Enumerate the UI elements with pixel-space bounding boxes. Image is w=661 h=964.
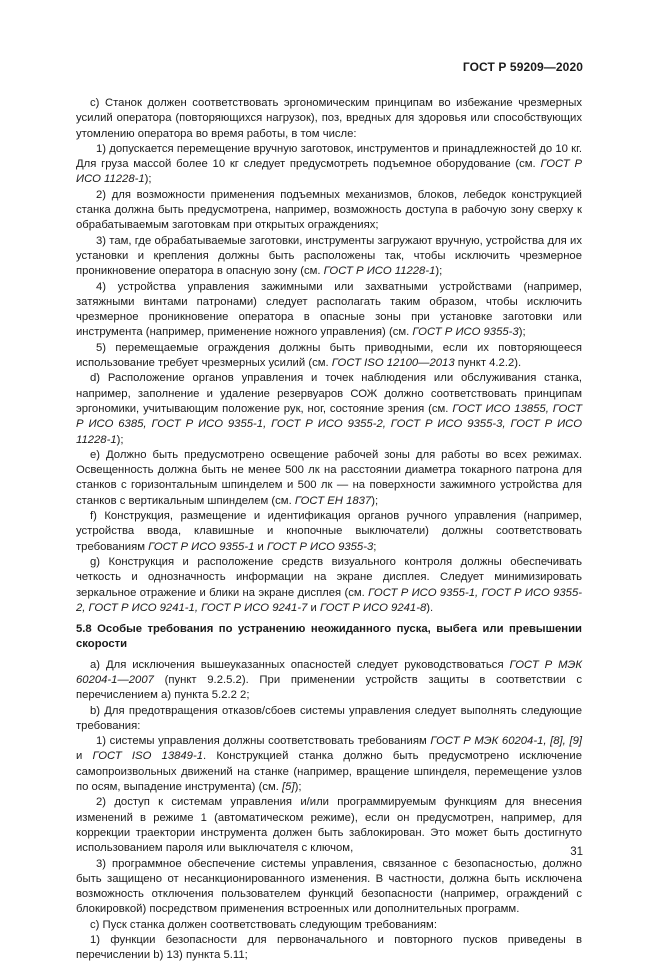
page-number: 31	[570, 846, 583, 858]
text-run: d) Расположение органов управления и точек наблюдения или обслуживания станка, например, заполнение и удаление резервуаров СОЖ должно соответствовать принципам эргономики, учитывающим положение рук, ног, состояние зрения (см.	[76, 372, 582, 415]
reference: ГОСТ Р ИСО 9355-3	[266, 540, 374, 553]
text-run: е) Должно быть предусмотрено освещение рабочей зоны для работы во всех режимах. Освещенность должна быть не менее 500 лк на расстоянии диаметра токарного патрона для станков с горизонтальным шпинделем и 500 лк — на поверхности зажимного устройства для станков с вертикальным шпинделем (см.	[76, 448, 582, 507]
paragraph	[76, 371, 582, 447]
page-body	[76, 96, 582, 964]
reference: ГОСТ ИСО 13855, ГОСТ Р ИСО 6385, ГОСТ Р ИСО 9355-1, ГОСТ Р ИСО 9355-2, ГОСТ Р ИСО 9355-3, ГОСТ Р ИСО 11228-1	[76, 402, 582, 446]
text-run: );	[294, 781, 302, 794]
paragraph	[76, 857, 582, 918]
paragraph	[76, 555, 582, 616]
text-run: и	[307, 601, 320, 614]
text-run: 5) перемещаемые ограждения должны быть приводными, если их повторяющееся использование требует чрезмерных усилий (см.	[76, 341, 582, 370]
text-run: ;	[373, 540, 377, 553]
text-run: а) Для исключения вышеуказанных опасностей следует руководствоваться	[90, 658, 510, 671]
text-run: и	[254, 540, 267, 553]
reference: ГОСТ ЕН 1837	[294, 494, 372, 507]
text-run: 5.8 Особые требования по устранению неожиданного пуска, выбега или превышении скорости	[76, 623, 582, 651]
paragraph	[76, 234, 582, 280]
paragraph	[76, 918, 582, 933]
text-run: пункт 4.2.2).	[454, 357, 522, 370]
text-run: 3) там, где обрабатываемые заготовки, инструменты загружают вручную, устройства для их установки и крепления должны быть расположены так, чтобы исключить чрезмерное проникновение оператора в опасную зону (см.	[76, 234, 582, 278]
text-run: g) Конструкция и расположение средств визуального контроля должны обеспечивать четкость и однозначность информации на экране дисплея. Следует минимизировать зеркальное отражение и блики на экране дисплея (см.	[76, 555, 582, 599]
paragraph	[76, 341, 582, 372]
text-run: Станок должен соответствовать эргономическим принципам во избежание чрезмерных усилий оператора (повторяющихся нагрузок), поз, вредных для здоровья или способствующих утомлению оператора во время работы, в том числе:	[76, 97, 582, 140]
paragraph	[76, 795, 582, 856]
paragraph	[76, 734, 582, 795]
text-run: (пункт 9.2.5.2). При применении устройств защиты в соответствии с перечислением а) пункта 5.2.2 2;	[76, 673, 582, 702]
text-run: 2) для возможности применения подъемных механизмов, блоков, лебедок конструкцией станка должна быть предусмотрена, например, возможность доступа в рабочую зону сверху к обрабатываемым заготовкам при открытых ограждениях;	[76, 188, 582, 232]
text-run: ).	[426, 601, 434, 614]
text-run: 1) допускается перемещение вручную заготовок, инструментов и принадлежностей до 10 кг. Для груза массой более 10 кг следует предусмотреть подъемное оборудование (см.	[76, 142, 582, 171]
text-run: );	[371, 494, 379, 507]
text-run: );	[518, 326, 526, 339]
text-run: f) Конструкция, размещение и идентификация органов ручного управления (например, устройства ввода, клавишные и кнопочные выключатели) должны соответствовать требованиям	[76, 510, 582, 553]
reference: ГОСТ ISO 13849-1	[92, 750, 204, 763]
text-run: 4) устройства управления зажимными или захватными устройствами (например, затяжными винтами патронами) следует располагать таким образом, чтобы исключить чрезмерное проникновение оператора в опасные зоны при установке заготовки или инструмента (например, применение ножного управления) (см.	[76, 280, 582, 339]
paragraph	[76, 448, 582, 509]
reference: ГОСТ ISO 12100—2013	[331, 357, 455, 370]
text-run: b) Для предотвращения отказов/сбоев системы управления следует выполнять следующие требования:	[76, 704, 582, 732]
reference: [5]	[282, 781, 295, 794]
text-run: 1) функции безопасности для первоначального и повторного пусков приведены в перечислении b) 13) пункта 5.11;	[76, 934, 582, 962]
text-run: . Конструкцией станка должно быть предусмотрено исключение самопроизвольных движений на станке (например, вращение шпинделя, перемещение узлов по осям, выпадение инструмента) (см.	[76, 750, 582, 794]
paragraph	[76, 704, 582, 735]
text-run: );	[144, 173, 152, 186]
reference: ГОСТ Р ИСО 9241-8	[319, 601, 427, 614]
reference: ГОСТ Р ИСО 11228-1	[323, 265, 436, 278]
text-run: 3) программное обеспечение системы управления, связанное с безопасностью, должно быть защищено от несанкционированного изменения. В частности, должна быть исключена возможность отключения пользователем функций безопасности (например, ограждений с блокировкой) посредством применения встроенных или дополнительных программ.	[76, 857, 582, 916]
reference: ГОСТ Р ИСО 9355-1, ГОСТ Р ИСО 9355-2, ГОСТ Р ИСО 9241-1, ГОСТ Р ИСО 9241-7	[76, 586, 582, 614]
list-marker: c)	[90, 97, 105, 109]
text-run: 2) доступ к системам управления и/или программируемым функциям для внесения изменений в режиме 1 (автоматическом режиме), если он предусмотрен, например, для коррекции траектории инструмента должен быть заблокирован. Это может быть достигнуто использованием пароля или выключателя с ключом,	[76, 796, 582, 855]
section-heading	[76, 622, 582, 653]
text-run: );	[435, 265, 443, 278]
text-run: и	[76, 750, 93, 763]
paragraph	[76, 188, 582, 234]
paragraph	[76, 280, 582, 341]
reference: ГОСТ Р МЭК 60204-1, [8], [9]	[430, 735, 583, 748]
reference: ГОСТ Р ИСО 11228-1	[76, 158, 582, 186]
reference: ГОСТ Р ИСО 9355-3	[412, 326, 519, 339]
reference: ГОСТ Р ИСО 9355-1	[148, 540, 255, 553]
paragraph	[76, 96, 582, 142]
text-run: );	[116, 433, 124, 446]
paragraph	[76, 658, 582, 704]
document-header: ГОСТ Р 59209—2020	[462, 60, 583, 74]
paragraph	[76, 933, 582, 964]
text-run: 1) системы управления должны соответствовать требованиям	[96, 735, 431, 748]
paragraph	[76, 509, 582, 555]
reference: ГОСТ Р МЭК 60204-1—2007	[76, 658, 582, 686]
text-run: с) Пуск станка должен соответствовать следующим требованиям:	[90, 918, 437, 931]
paragraph	[76, 142, 582, 188]
